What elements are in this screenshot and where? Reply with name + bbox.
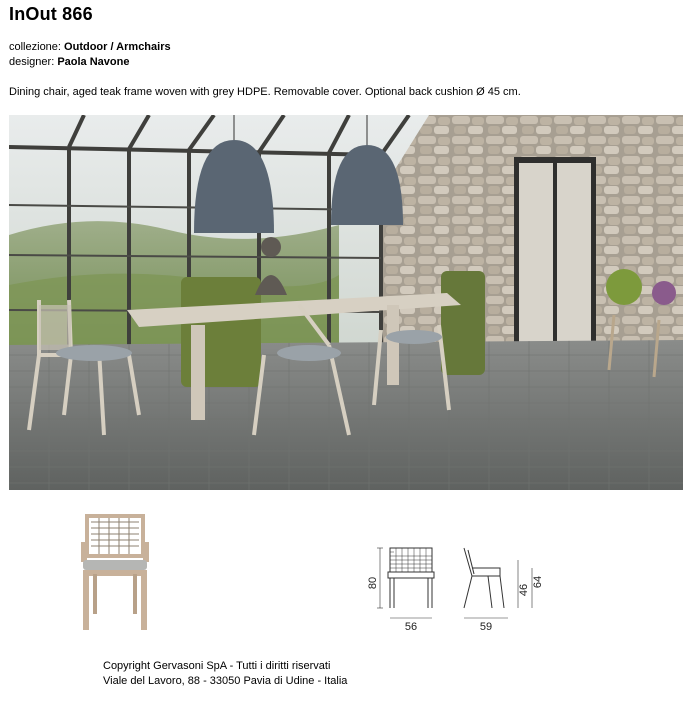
hero-photo [9,115,683,490]
collection-line [9,41,171,53]
address-text: Viale del Lavoro, 88 - 33050 Pavia di Udine - Italia [103,675,348,687]
dim-depth-label: 59 [479,621,493,633]
chair-thumbnail [75,512,155,632]
dim-width-label: 56 [404,621,418,633]
designer-label: designer: [9,56,55,68]
designer-value: Paola Navone [57,56,130,68]
collection-value: Outdoor / Armchairs [64,41,171,53]
dim-armrest-height-label: 64 [532,575,544,589]
collection-label: collezione: [9,41,61,53]
dim-seat-height-label: 46 [518,583,530,597]
dim-height-label: 80 [367,576,379,590]
dimension-drawing [360,538,560,638]
designer-line [9,56,129,68]
product-description: Dining chair, aged teak frame woven with grey HDPE. Removable cover. Optional back cushion Ø 45 cm. [9,86,521,98]
product-title: InOut 866 [9,4,93,24]
copyright-text: Copyright Gervasoni SpA - Tutti i diritti riservati [103,660,331,672]
